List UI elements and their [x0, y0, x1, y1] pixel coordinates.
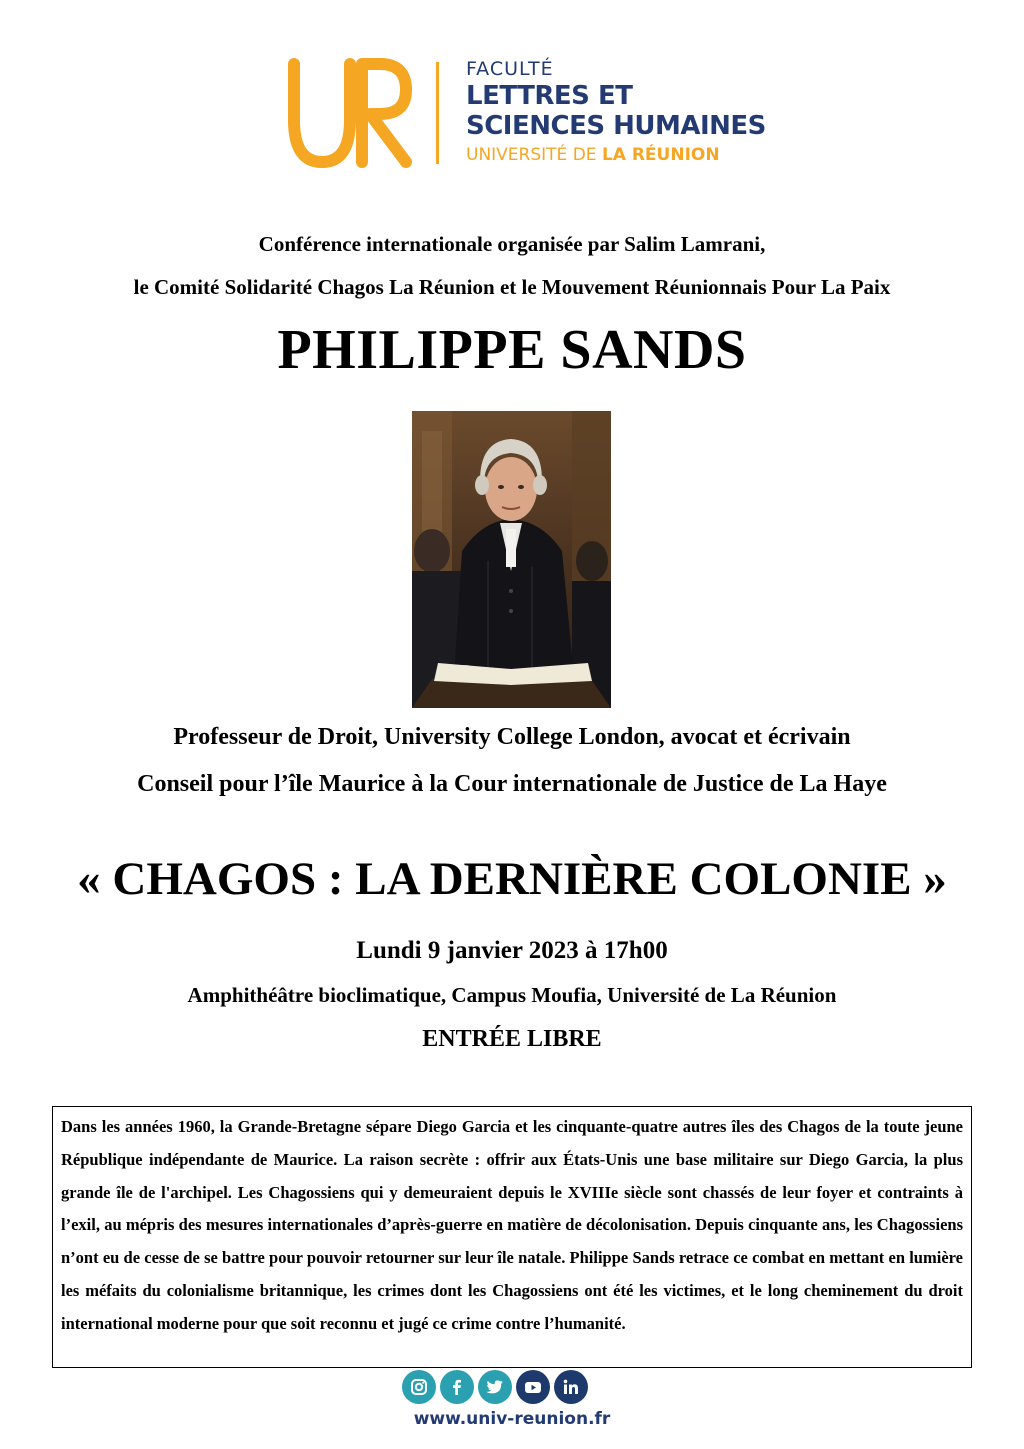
ur-logo-mark [288, 58, 412, 168]
faculty-logo [288, 58, 788, 170]
instagram-icon[interactable] [402, 1370, 436, 1404]
logo-faculte: FACULTÉ [466, 58, 554, 80]
youtube-icon[interactable] [516, 1370, 550, 1404]
organizer-line-2: le Comité Solidarité Chagos La Réunion et le Mouvement Réunionnais Pour La Paix [133, 275, 891, 299]
speaker-title: Professeur de Droit, University College London, avocat et écrivain [173, 724, 851, 750]
social-links [402, 1370, 588, 1404]
logo-university [466, 147, 766, 164]
linkedin-icon[interactable] [554, 1370, 588, 1404]
abstract-box: Dans les années 1960, la Grande-Bretagne sépare Diego Garcia et les cinquante-quatre autres îles des Chagos de la toute jeune République indépendante de Maurice. La raison secrète : offrir aux États-Unis une base militaire sur Diego Garcia, la plus grande île de l'archipel. Les Chagossiens qui y demeuraient depuis le XVIIIe siècle sont chassés de leur foyer et contraints à l’exil, au mépris des mesures internationales d’après-guerre en matière de décolonisation. Depuis cinquante ans, les Chagossiens n’ont eu de cesse de se battre pour pouvoir retourner sur leur île natale. Philippe Sands retrace ce combat en mettant en lumière les méfaits du colonialisme britannique, les crimes dont les Chagossiens ont été les victimes, et le long cheminement du droit international moderne pour que soit reconnu et jugé ce crime contre l’humanité. [52, 1106, 972, 1368]
logo-lettres: LETTRES ET [466, 81, 633, 111]
facebook-icon[interactable] [440, 1370, 474, 1404]
speaker-role: Conseil pour l’île Maurice à la Cour internationale de Justice de La Haye [137, 771, 887, 797]
logo-divider [436, 62, 439, 164]
event-entry: ENTRÉE LIBRE [422, 1026, 602, 1052]
twitter-icon[interactable] [478, 1370, 512, 1404]
speaker-portrait [412, 411, 611, 708]
logo-wordmark [466, 58, 766, 164]
organizer-line-1: Conférence internationale organisée par Salim Lamrani, [258, 232, 766, 256]
event-date: Lundi 9 janvier 2023 à 17h00 [356, 937, 668, 964]
lecture-title: « CHAGOS : LA DERNIÈRE COLONIE » [77, 853, 947, 905]
logo-univ-prefix: UNIVERSITÉ DE [466, 145, 602, 165]
speaker-name: PHILIPPE SANDS [277, 319, 747, 381]
logo-sciences: SCIENCES HUMAINES [466, 111, 766, 141]
website-link[interactable]: www.univ-reunion.fr [413, 1409, 611, 1429]
event-venue: Amphithéâtre bioclimatique, Campus Moufia, Université de La Réunion [187, 983, 837, 1007]
speaker-photo [412, 411, 611, 708]
logo-univ-name: LA RÉUNION [601, 145, 720, 165]
